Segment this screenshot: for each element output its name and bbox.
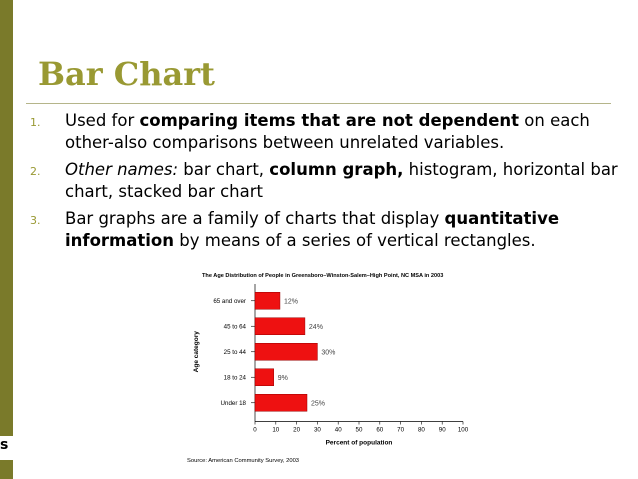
category-label: 18 to 24 xyxy=(223,374,246,382)
bar xyxy=(255,394,307,411)
list-item: 1. Used for comparing items that are not dependent on each other-also comparisons between unrelated variables. xyxy=(30,111,590,152)
category-label: 45 to 64 xyxy=(223,323,246,331)
age-distribution-chart xyxy=(180,268,480,478)
category-label: Under 18 xyxy=(220,399,246,407)
value-label: 24% xyxy=(308,323,323,331)
left-accent-bar xyxy=(0,0,13,479)
x-tick-label: 20 xyxy=(293,426,301,434)
category-label: 65 and over xyxy=(213,297,246,305)
list-item: 2. Other names: bar chart, column graph, histogram, horizontal bar chart, stacked bar chart xyxy=(30,160,618,201)
x-tick-label: 30 xyxy=(313,426,321,434)
chart-svg xyxy=(180,268,480,478)
bar xyxy=(255,292,280,309)
side-tab-letter: s xyxy=(0,437,9,453)
bar xyxy=(255,318,305,335)
chart-source: Source: American Community Survey, 2003 xyxy=(187,458,300,464)
x-axis-label: Percent of population xyxy=(325,439,393,447)
x-tick-label: 0 xyxy=(253,426,257,434)
category-label: 25 to 44 xyxy=(223,348,246,356)
x-tick-label: 10 xyxy=(272,426,280,434)
value-label: 9% xyxy=(277,374,288,382)
value-label: 30% xyxy=(321,349,336,357)
title-divider xyxy=(26,103,611,104)
list-number: 2. xyxy=(30,165,41,178)
list-number: 1. xyxy=(30,116,41,129)
bullet-list xyxy=(30,110,620,257)
x-tick-label: 100 xyxy=(457,426,469,434)
chart-title: The Age Distribution of People in Greensboro–Winston-Salem–High Point, NC MSA in 2003 xyxy=(202,273,444,279)
x-tick-label: 60 xyxy=(376,426,384,434)
x-tick-label: 80 xyxy=(417,426,425,434)
list-number: 3. xyxy=(30,214,41,227)
bar xyxy=(255,369,274,386)
x-tick-label: 40 xyxy=(334,426,342,434)
slide-title: Bar Chart xyxy=(38,55,215,93)
x-tick-label: 90 xyxy=(438,426,446,434)
value-label: 25% xyxy=(311,400,326,408)
x-tick-label: 50 xyxy=(355,426,363,434)
x-tick-label: 70 xyxy=(397,426,405,434)
list-item: 3. Bar graphs are a family of charts that display quantitative information by means of a series of vertical rectangles. xyxy=(30,209,560,250)
bar xyxy=(255,343,317,360)
value-label: 12% xyxy=(283,298,298,306)
y-axis-label: Age category xyxy=(193,331,200,373)
